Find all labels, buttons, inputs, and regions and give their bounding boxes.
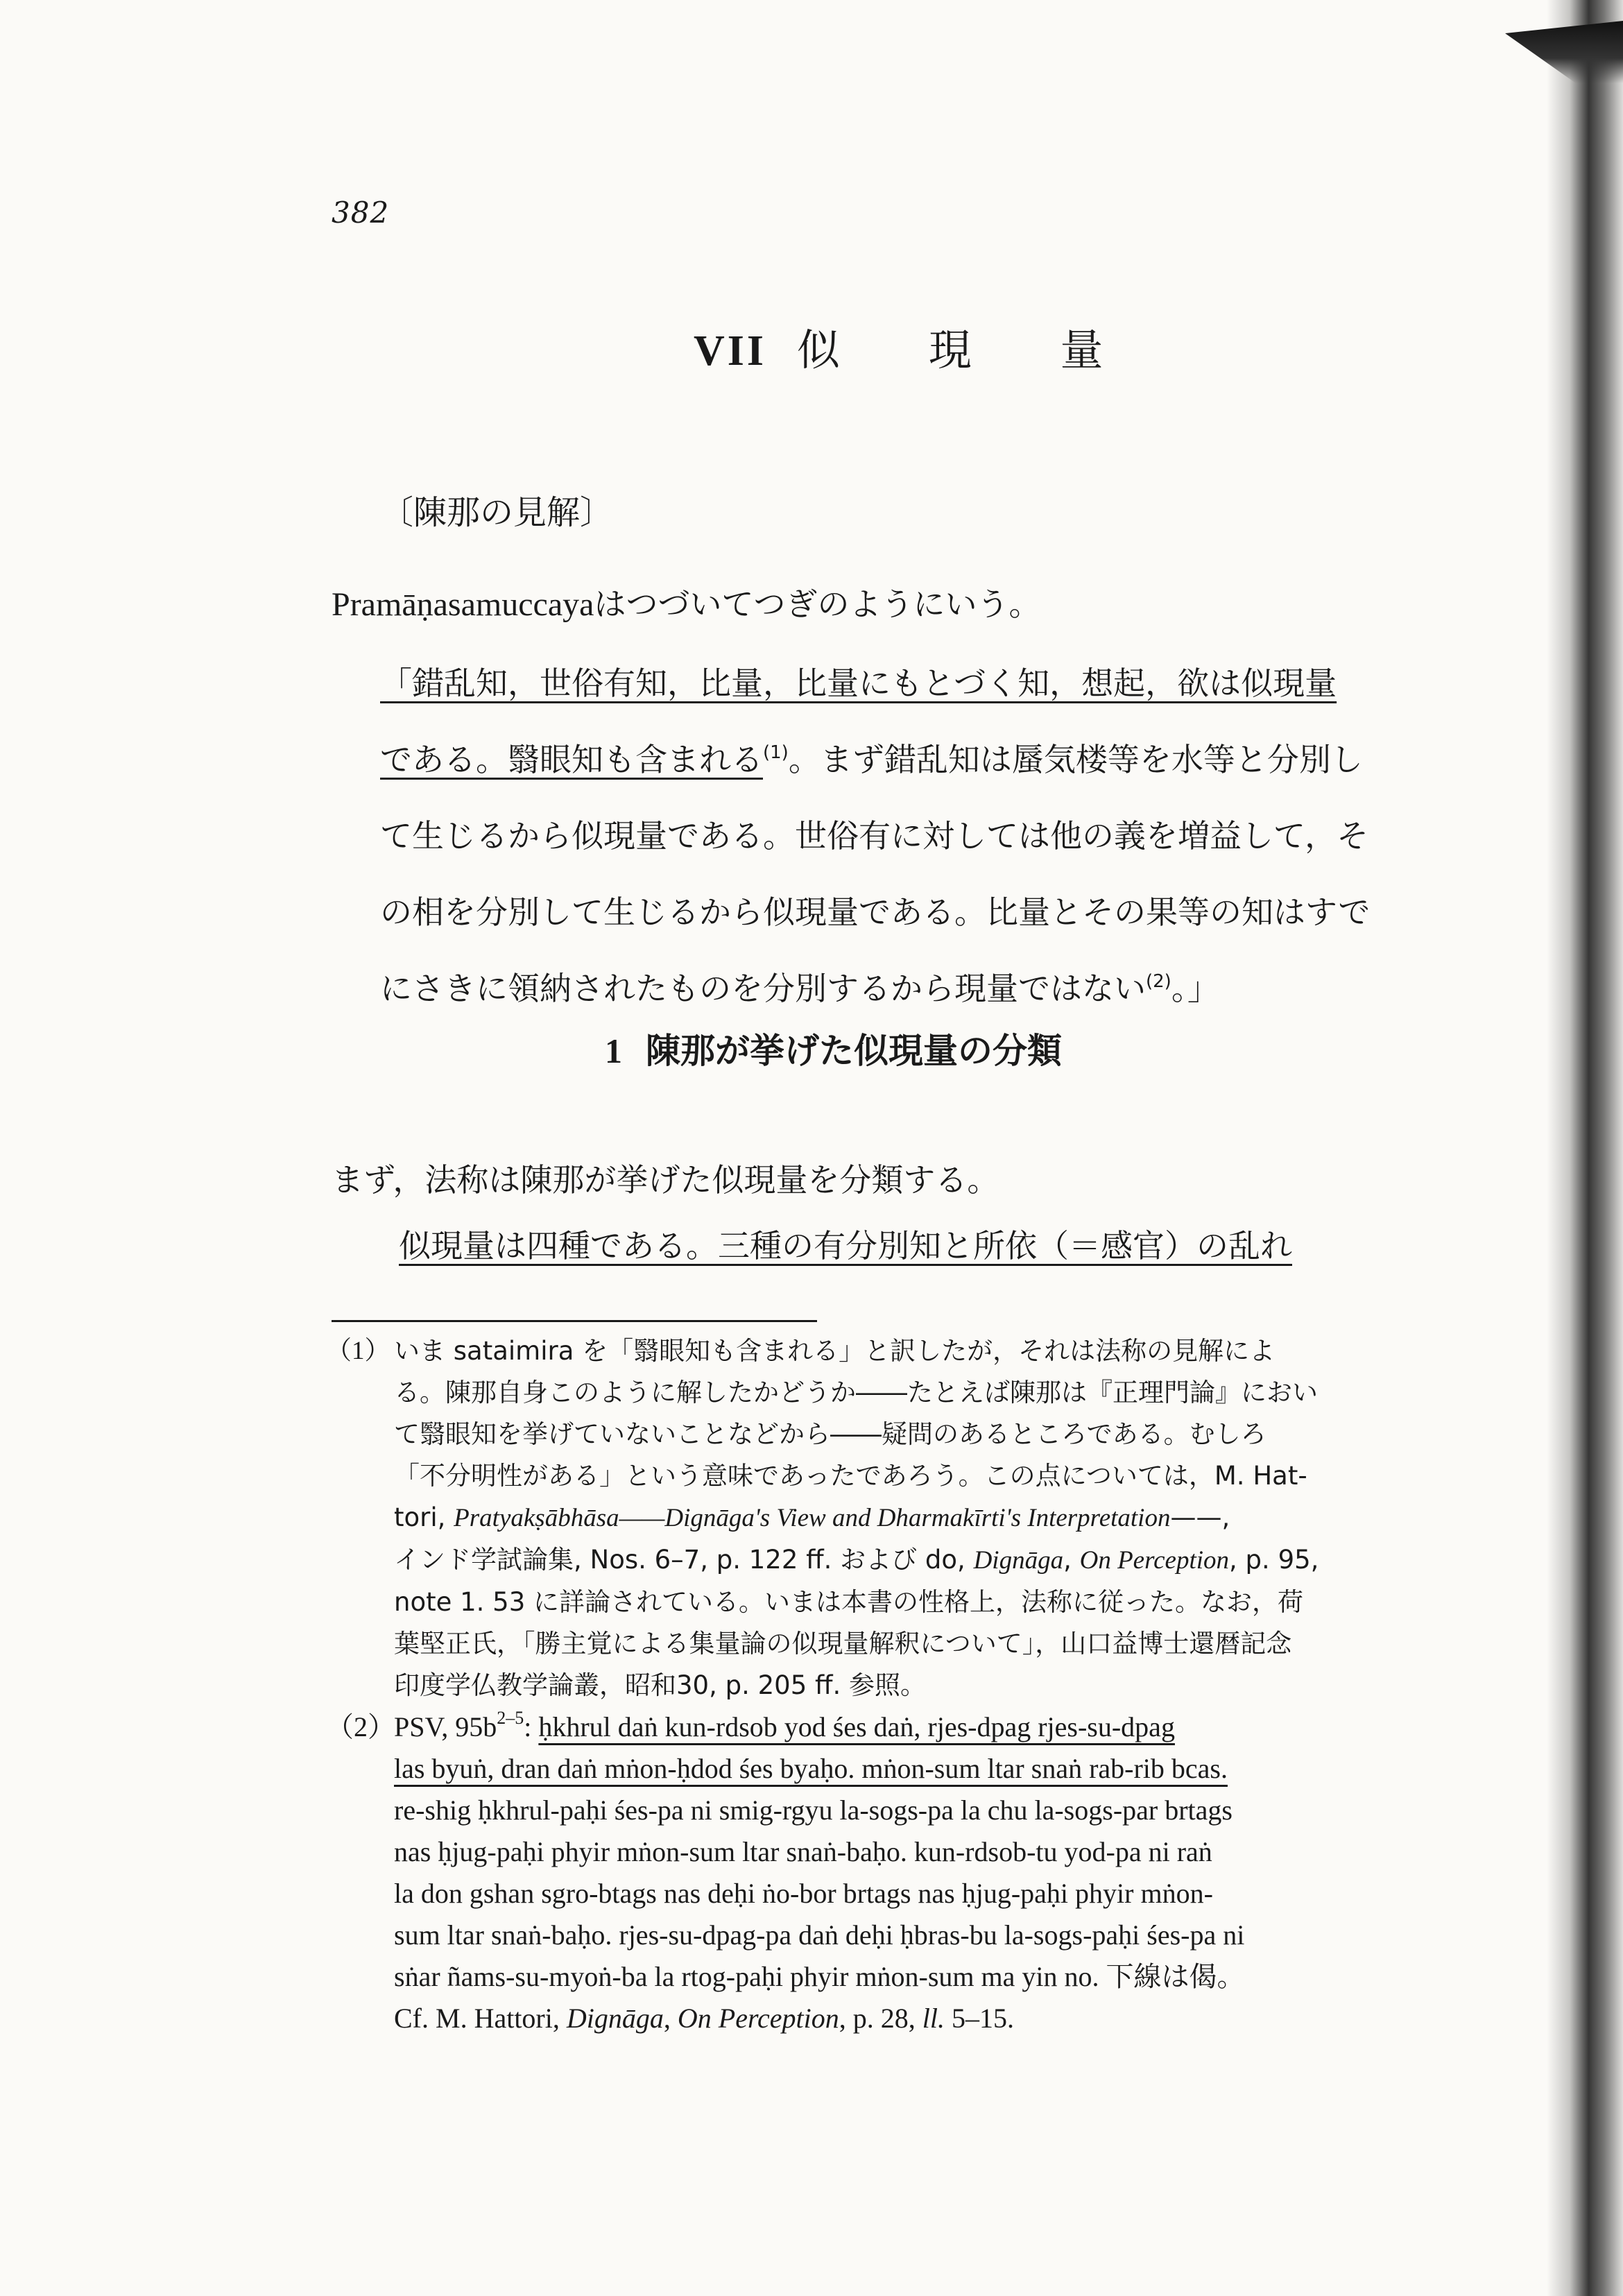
- footnote-ref-2[interactable]: (2): [1146, 971, 1171, 992]
- footnote-1-line: note 1. 53 に詳論されている。いまは本書の性格上，法称に従った。なお，荷: [394, 1587, 1304, 1617]
- text-run: ,: [663, 2003, 678, 2034]
- paragraph-2: 似現量は四種である。三種の有分別知と所依（＝感官）の乱れ: [399, 1227, 1292, 1265]
- citation-title: On Perception: [1079, 1546, 1230, 1575]
- text-run: , p. 28,: [839, 2003, 922, 2034]
- footnote-1-line: 葉堅正氏，「勝主覚による集量論の似現量解釈について」，山口益博士還暦記念: [394, 1629, 1292, 1659]
- quotation-block: [380, 645, 1434, 1027]
- footnote-1-line: 「不分明性がある」という意味であったであろう。この点については，M. Hat-: [394, 1461, 1307, 1491]
- footnote-1-line: 印度学仏教学論叢，昭和30, p. 205 ff. 参照。: [394, 1670, 927, 1700]
- footnote-1: [326, 1330, 1436, 1706]
- footnote-ref-1[interactable]: (1): [763, 742, 789, 763]
- paragraph-1: まず，法称は陳那が挙げた似現量を分類する。: [332, 1161, 999, 1199]
- subsection-title: 陳那が挙げた似現量の分類: [646, 1031, 1062, 1071]
- footnotes: [326, 1330, 1436, 2039]
- quote-line-2-underlined: である。翳眼知も含まれる: [380, 741, 763, 778]
- footnote-1-line: て翳眼知を挙げていないことなどから――疑問のあるところである。むしろ: [394, 1419, 1266, 1449]
- citation-title: Pratyakṣābhāsa——Dignāga's View and Dharmakīrti's Interpretation: [454, 1504, 1171, 1532]
- text-run: PSV, 95b: [394, 1711, 497, 1742]
- subsection-heading: [605, 1023, 1062, 1073]
- citation-title: On Perception: [677, 2003, 839, 2034]
- folio-lines: 2–5: [497, 1708, 524, 1728]
- section-label: 〔陳那の見解〕: [380, 493, 614, 532]
- book-gutter-top: [1505, 21, 1623, 83]
- work-title: Pramāṇasamuccaya: [332, 586, 594, 623]
- quote-line-1: 「錯乱知，世俗有知，比量，比量にもとづく知，想起，欲は似現量: [380, 665, 1337, 702]
- footnote-1-line: いま sataimira を「翳眼知も含まれる」と訳したが，それは法称の見解によ: [394, 1336, 1276, 1366]
- footnote-1-mark: （1）: [326, 1337, 390, 1365]
- lead-rest: はつづいてつぎのようにいう。: [594, 585, 1041, 623]
- footnote-2-line: [394, 1706, 1436, 1748]
- quote-line-5: [380, 950, 1434, 1027]
- footnote-divider: [332, 1320, 817, 1322]
- chapter-number: VII: [694, 327, 767, 375]
- subsection-number: 1: [605, 1031, 622, 1070]
- text-run: :: [524, 1711, 539, 1742]
- footnote-2-line: [394, 1998, 1436, 2039]
- text-run: Cf. M. Hattori,: [394, 2003, 567, 2034]
- quote-line-2-rest: 。まず錯乱知は蜃気楼等を水等と分別し: [788, 741, 1363, 778]
- page-number: 382: [332, 196, 390, 230]
- footnote-2: [326, 1706, 1436, 2039]
- quote-line-3: て生じるから似現量である。世俗有に対しては他の義を増益して，そ: [380, 817, 1369, 855]
- verse-underlined: ḥkhrul daṅ kun-rdsob yod śes daṅ, rjes-dpag rjes-su-dpag: [538, 1711, 1175, 1742]
- citation-abbrev: ll.: [922, 2003, 945, 2034]
- quote-line-4: の相を分別して生じるから似現量である。比量とその果等の知はすで: [380, 893, 1371, 931]
- footnote-2-line: re-shig ḥkhrul-paḥi śes-pa ni smig-rgyu la-sogs-pa la chu la-sogs-par brtags: [394, 1794, 1233, 1826]
- chapter-title: [694, 316, 1140, 377]
- quote-line-5-text: にさきに領納されたものを分別するから現量ではない: [380, 970, 1146, 1007]
- lead-sentence: [332, 579, 1040, 625]
- footnote-2-mark: （2）: [326, 1711, 395, 1742]
- text-run: 5–15.: [945, 2003, 1014, 2034]
- quote-line-5-end: 。」: [1171, 970, 1219, 1007]
- footnote-2-line: sum ltar snaṅ-baḥo. rjes-su-dpag-pa daṅ deḥi ḥbras-bu la-sogs-paḥi śes-pa ni: [394, 1919, 1245, 1951]
- footnote-1-line: [394, 1539, 1436, 1582]
- quote-line-2: [380, 721, 1434, 798]
- footnote-2-line: las byuṅ, dran daṅ mṅon-ḥdod śes byaḥo. mṅon-sum ltar snaṅ rab-rib bcas.: [394, 1753, 1228, 1784]
- chapter-heading: 似 現 量: [797, 325, 1141, 375]
- text-run: sṅar ñams-su-myoṅ-ba la rtog-paḥi phyir mṅon-sum ma yin no.: [394, 1961, 1106, 1992]
- footnote-2-line: la don gshan sgro-btags nas deḥi ṅo-bor brtags nas ḥjug-paḥi phyir mṅon-: [394, 1878, 1213, 1909]
- text-run: ——,: [1170, 1502, 1230, 1532]
- footnote-1-line: る。陳那自身このように解したかどうか――たとえば陳那は『正理門論』におい: [394, 1378, 1318, 1407]
- footnote-2-line: [394, 1956, 1436, 1998]
- book-gutter-shadow: [1547, 0, 1623, 2296]
- text-run: 下線は偈。: [1106, 1961, 1245, 1993]
- text-run: ,: [1063, 1545, 1080, 1575]
- footnote-2-line: nas ḥjug-paḥi phyir mṅon-sum ltar snaṅ-baḥo. kun-rdsob-tu yod-pa ni raṅ: [394, 1836, 1212, 1867]
- text-run: tori,: [394, 1502, 454, 1532]
- citation-title: Dignāga: [566, 2003, 664, 2034]
- text-run: , p. 95,: [1229, 1545, 1319, 1575]
- footnote-1-line: [394, 1497, 1436, 1539]
- text-run: インド学試論集, Nos. 6–7, p. 122 ff. および do,: [394, 1545, 974, 1575]
- citation-title: Dignāga: [973, 1546, 1064, 1575]
